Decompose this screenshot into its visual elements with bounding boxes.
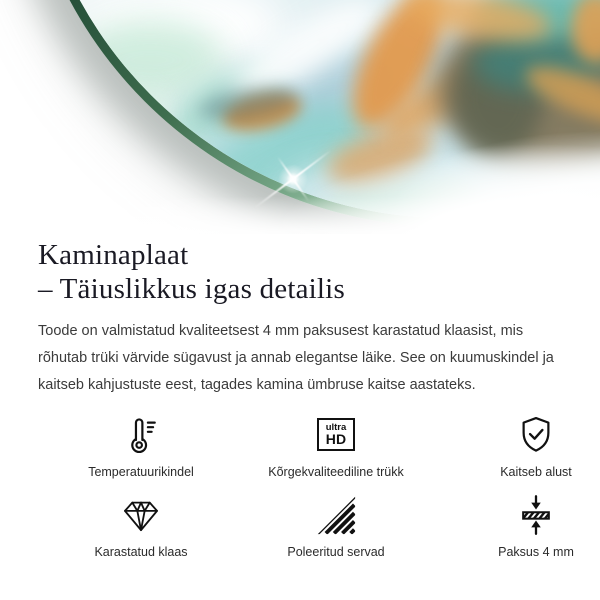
- feature-protects-base: [436, 412, 600, 480]
- feature-label: Poleeritud servad: [287, 544, 385, 559]
- product-description-section: [0, 234, 600, 560]
- feature-label: Kaitseb alust: [500, 464, 572, 479]
- feature-label: Kõrgekvaliteediline trükk: [268, 464, 404, 479]
- glass-artwork: [28, 0, 600, 218]
- feature-temperature-resistant: [46, 412, 236, 480]
- feature-thickness: [436, 492, 600, 560]
- ultra-hd-badge-top: ultra: [325, 421, 347, 433]
- ultra-hd-badge: [317, 418, 355, 451]
- ultra-hd-icon: [317, 412, 355, 458]
- feature-label: Karastatud klaas: [94, 544, 188, 559]
- ultra-hd-badge-bottom: HD: [325, 431, 347, 448]
- feature-label: Temperatuurikindel: [88, 464, 194, 479]
- diamond-icon: [119, 492, 163, 538]
- glass-surface: [28, 0, 600, 218]
- product-intro-text: Toode on valmistatud kvaliteetsest 4 mm paksusest karastatud klaasist, mis rõhutab trüki värvide sügavust ja annab elegantse läike. See on kuumuskindel ja kaitseb kahjustuste eest, tagades kamina ümbruse kaitse aastateks.: [38, 323, 554, 393]
- thermometer-icon: [119, 412, 163, 458]
- thickness-icon: [514, 492, 558, 538]
- feature-print-quality: [236, 412, 436, 480]
- page-title: [38, 239, 562, 306]
- feature-grid: [38, 412, 574, 560]
- product-photo: [0, 0, 600, 234]
- shield-check-icon: [514, 412, 558, 458]
- feature-label: Paksus 4 mm: [498, 544, 574, 559]
- title-line-2: – Täiuslikkus igas detailis: [38, 272, 345, 305]
- polished-edges-icon: [314, 492, 358, 538]
- feature-polished-edges: [236, 492, 436, 560]
- feature-tempered-glass: [46, 492, 236, 560]
- title-line-1: Kaminaplaat: [38, 239, 189, 271]
